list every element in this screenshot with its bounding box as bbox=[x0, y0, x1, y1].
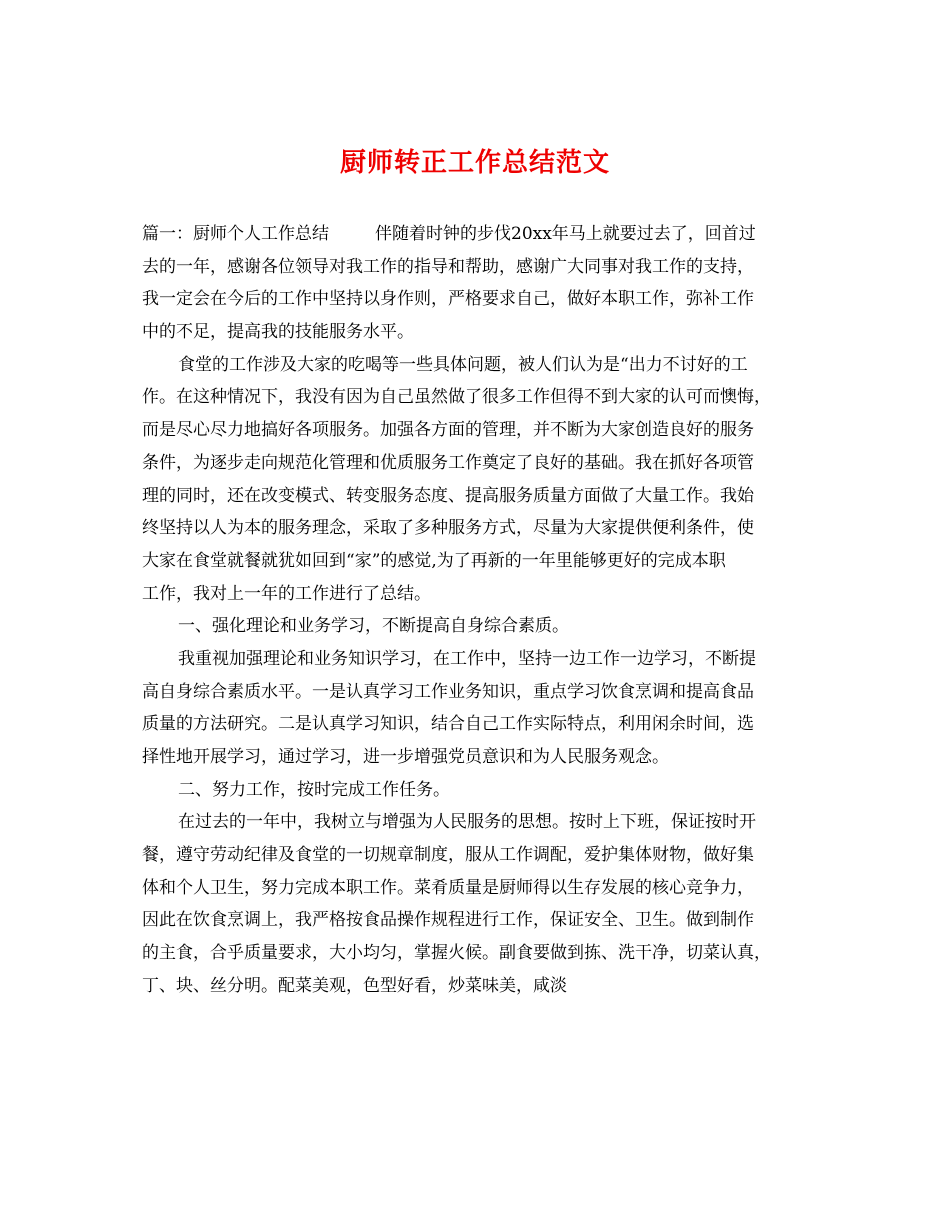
text-line: 质量的方法研究。二是认真学习知识，结合自己工作实际特点，利用闲余时间，选 bbox=[142, 714, 754, 735]
text-line: 而是尽心尽力地搞好各项服务。加强各方面的管理，并不断为大家创造良好的服务 bbox=[142, 420, 754, 441]
paragraph-start-line: 食堂的工作涉及大家的吃喝等一些具体问题，被人们认为是“出力不讨好的工 bbox=[178, 354, 748, 375]
document-title: 厨师转正工作总结范文 bbox=[339, 148, 610, 178]
text-line: 高自身综合素质水平。一是认真学习工作业务知识，重点学习饮食烹调和提高食品 bbox=[142, 681, 754, 702]
document-body bbox=[142, 218, 828, 1003]
text-line: 的主食，合乎质量要求，大小均匀，掌握火候。副食要做到拣、洗干净，切菜认真， bbox=[142, 943, 771, 964]
text-line: 终坚持以人为本的服务理念，采取了多种服务方式，尽量为大家提供便利条件，使 bbox=[142, 518, 754, 539]
text-line: 中的不足，提高我的技能服务水平。 bbox=[142, 322, 414, 343]
text-line: 因此在饮食烹调上，我严格按食品操作规程进行工作，保证安全、卫生。做到制作 bbox=[142, 910, 754, 931]
section-heading: 二、努力工作，按时完成工作任务。 bbox=[178, 779, 450, 800]
text-line: 餐，遵守劳动纪律及食堂的一切规章制度，服从工作调配，爱护集体财物，做好集 bbox=[142, 845, 754, 866]
text-line: 体和个人卫生，努力完成本职工作。菜肴质量是厨师得以生存发展的核心竞争力， bbox=[142, 877, 754, 898]
text-line: 条件，为逐步走向规范化管理和优质服务工作奠定了良好的基础。我在抓好各项管 bbox=[142, 452, 754, 473]
text-line bbox=[142, 218, 828, 251]
text-line: 大家在食堂就餐就犹如回到“家”的感觉,为了再新的一年里能够更好的完成本职 bbox=[142, 550, 726, 571]
paragraph-start-line: 在过去的一年中，我树立与增强为人民服务的思想。按时上下班，保证按时开 bbox=[178, 812, 756, 833]
text-line-content: 伴随着时钟的步伐20xx年马上就要过去了，回首过 bbox=[375, 224, 756, 244]
text-line: 作。在这种情况下，我没有因为自己虽然做了很多工作但得不到大家的认可而懊悔， bbox=[142, 387, 771, 408]
text-line: 理的同时，还在改变模式、转变服务态度、提高服务质量方面做了大量工作。我始 bbox=[142, 485, 754, 506]
text-line: 去的一年，感谢各位领导对我工作的指导和帮助，感谢广大同事对我工作的支持， bbox=[142, 256, 754, 277]
text-line: 丁、块、丝分明。配菜美观，色型好看，炒菜味美，咸淡 bbox=[142, 975, 567, 996]
section-heading: 篇一：厨师个人工作总结 bbox=[142, 224, 329, 244]
paragraph-start-line: 我重视加强理论和业务知识学习，在工作中，坚持一边工作一边学习，不断提 bbox=[178, 648, 756, 669]
text-line: 工作，我对上一年的工作进行了总结。 bbox=[142, 583, 431, 604]
section-heading: 一、强化理论和业务学习，不断提高自身综合素质。 bbox=[178, 616, 569, 637]
text-line: 我一定会在今后的工作中坚持以身作则，严格要求自己，做好本职工作，弥补工作 bbox=[142, 289, 754, 310]
text-line: 择性地开展学习，通过学习，进一步增强党员意识和为人民服务观念。 bbox=[142, 747, 669, 767]
